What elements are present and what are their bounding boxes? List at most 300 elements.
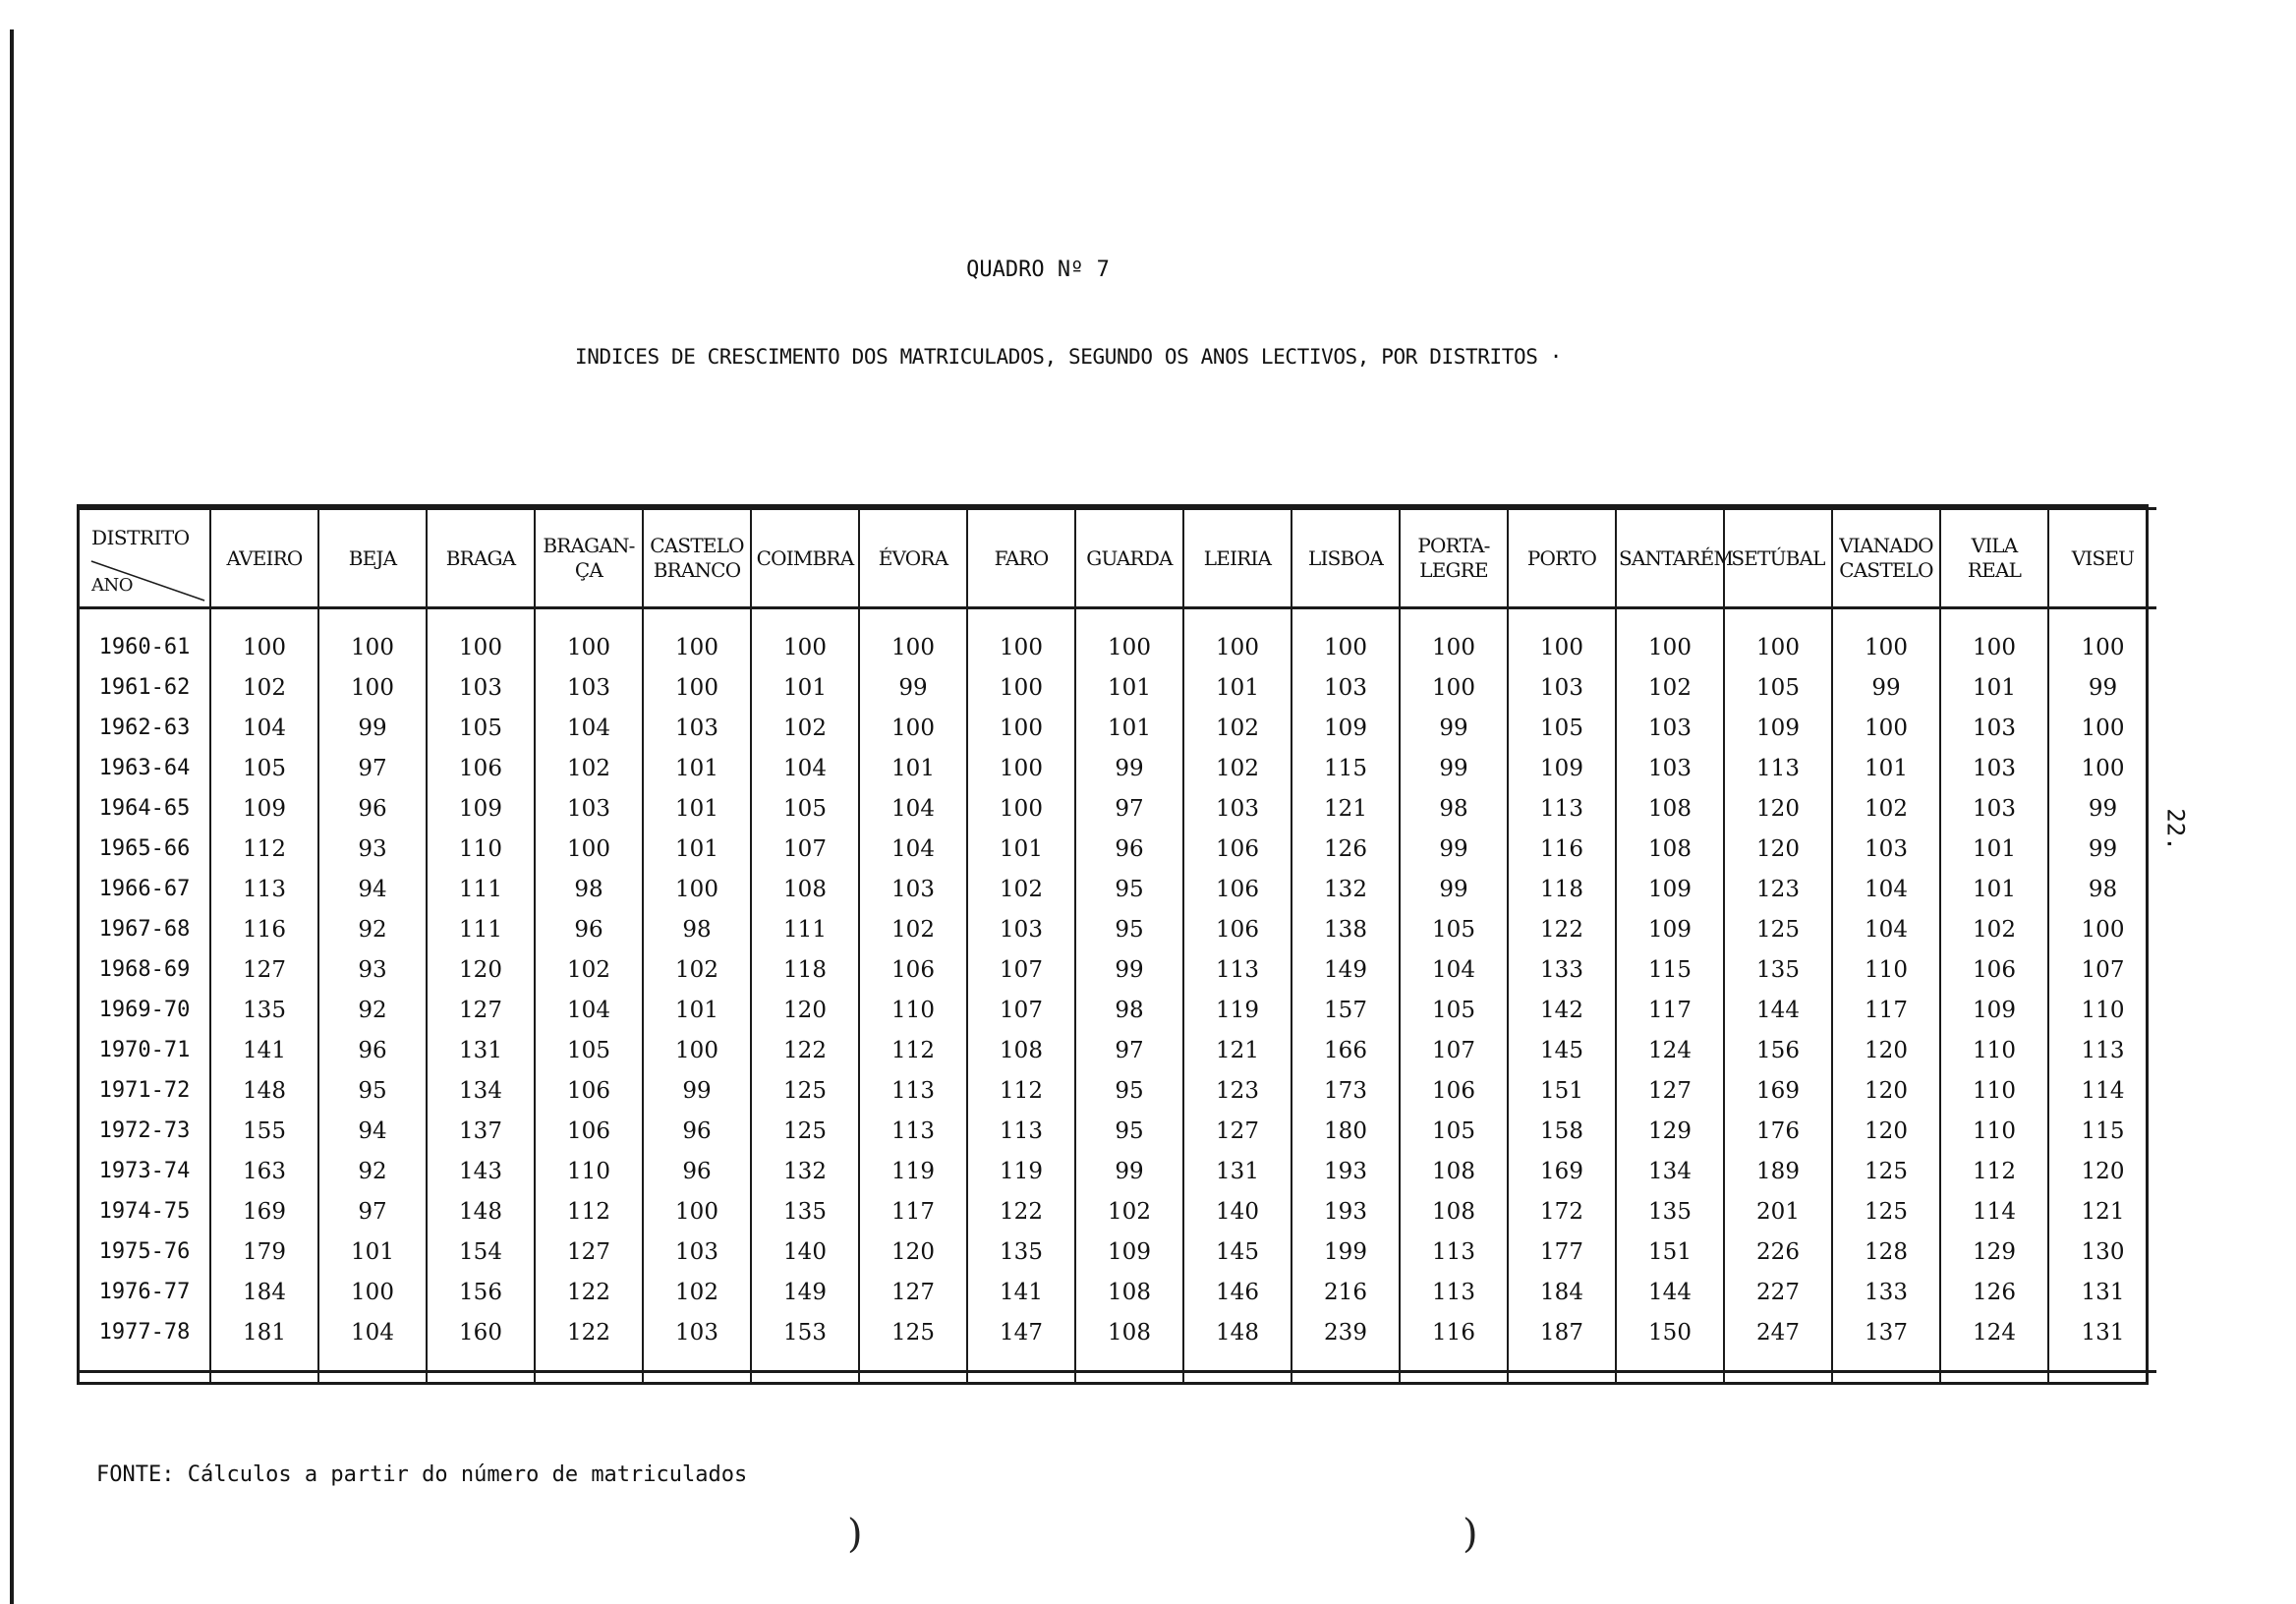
value-cell: 115 xyxy=(1292,748,1400,788)
value-cell: 100 xyxy=(967,608,1075,668)
value-cell: 102 xyxy=(1075,1191,1183,1232)
value-cell: 135 xyxy=(1616,1191,1724,1232)
value-cell: 99 xyxy=(1832,667,1940,708)
value-cell: 125 xyxy=(1832,1151,1940,1191)
value-cell: 131 xyxy=(2048,1272,2156,1312)
value-cell: 147 xyxy=(967,1312,1075,1372)
value-cell: 104 xyxy=(1832,909,1940,949)
value-cell: 103 xyxy=(535,667,643,708)
year-cell: 1973-74 xyxy=(98,1159,191,1183)
value-cell: 226 xyxy=(1724,1232,1832,1272)
value-cell: 106 xyxy=(1183,829,1292,869)
value-cell: 181 xyxy=(210,1312,318,1372)
corner-year-label: ANO xyxy=(91,575,134,596)
value-cell: 100 xyxy=(535,829,643,869)
value-cell: 103 xyxy=(1616,708,1724,748)
value-cell: 96 xyxy=(318,1030,427,1070)
value-cell: 103 xyxy=(427,667,535,708)
value-cell: 92 xyxy=(318,990,427,1030)
table-row xyxy=(80,1151,2156,1191)
value-cell: 100 xyxy=(1832,708,1940,748)
value-cell: 121 xyxy=(1292,788,1400,829)
value-cell: 97 xyxy=(1075,788,1183,829)
value-cell: 100 xyxy=(1292,608,1400,668)
page-number: 22. xyxy=(2161,808,2190,851)
value-cell: 100 xyxy=(318,608,427,668)
value-cell: 156 xyxy=(427,1272,535,1312)
value-cell: 102 xyxy=(859,909,967,949)
value-cell: 100 xyxy=(210,608,318,668)
value-cell: 104 xyxy=(535,708,643,748)
table-row xyxy=(80,608,2156,668)
value-cell: 127 xyxy=(210,949,318,990)
value-cell: 96 xyxy=(535,909,643,949)
value-cell: 110 xyxy=(1940,1070,2048,1111)
value-cell: 106 xyxy=(859,949,967,990)
value-cell: 106 xyxy=(535,1070,643,1111)
value-cell: 113 xyxy=(1724,748,1832,788)
table-row xyxy=(80,869,2156,909)
table-row xyxy=(80,1272,2156,1312)
value-cell: 116 xyxy=(1400,1312,1508,1372)
column-header: VIANADO CASTELO xyxy=(1832,509,1940,608)
value-cell: 103 xyxy=(1940,708,2048,748)
value-cell: 115 xyxy=(1616,949,1724,990)
value-cell: 100 xyxy=(643,869,751,909)
value-cell: 129 xyxy=(1616,1111,1724,1151)
value-cell: 107 xyxy=(1400,1030,1508,1070)
column-header: PORTA- LEGRE xyxy=(1400,509,1508,608)
value-cell: 151 xyxy=(1508,1070,1616,1111)
column-header: BRAGA xyxy=(427,509,535,608)
value-cell: 108 xyxy=(1400,1191,1508,1232)
value-cell: 110 xyxy=(1940,1111,2048,1151)
value-cell: 145 xyxy=(1183,1232,1292,1272)
value-cell: 99 xyxy=(1400,829,1508,869)
value-cell: 106 xyxy=(427,748,535,788)
value-cell: 176 xyxy=(1724,1111,1832,1151)
value-cell: 117 xyxy=(1832,990,1940,1030)
value-cell: 95 xyxy=(1075,909,1183,949)
value-cell: 113 xyxy=(1508,788,1616,829)
value-cell: 98 xyxy=(1400,788,1508,829)
value-cell: 92 xyxy=(318,909,427,949)
value-cell: 145 xyxy=(1508,1030,1616,1070)
value-cell: 106 xyxy=(1183,909,1292,949)
value-cell: 120 xyxy=(427,949,535,990)
value-cell: 172 xyxy=(1508,1191,1616,1232)
value-cell: 100 xyxy=(967,708,1075,748)
year-cell: 1966-67 xyxy=(98,877,191,901)
value-cell: 99 xyxy=(2048,829,2156,869)
value-cell: 103 xyxy=(1508,667,1616,708)
value-cell: 117 xyxy=(859,1191,967,1232)
value-cell: 97 xyxy=(318,748,427,788)
value-cell: 102 xyxy=(535,949,643,990)
year-cell: 1974-75 xyxy=(98,1199,191,1224)
value-cell: 100 xyxy=(2048,748,2156,788)
value-cell: 101 xyxy=(643,788,751,829)
value-cell: 101 xyxy=(1940,829,2048,869)
value-cell: 114 xyxy=(2048,1070,2156,1111)
value-cell: 193 xyxy=(1292,1151,1400,1191)
column-header: CASTELO BRANCO xyxy=(643,509,751,608)
value-cell: 125 xyxy=(859,1312,967,1372)
value-cell: 96 xyxy=(643,1151,751,1191)
value-cell: 99 xyxy=(318,708,427,748)
value-cell: 101 xyxy=(318,1232,427,1272)
value-cell: 173 xyxy=(1292,1070,1400,1111)
value-cell: 99 xyxy=(2048,788,2156,829)
value-cell: 111 xyxy=(751,909,859,949)
column-header: BEJA xyxy=(318,509,427,608)
value-cell: 95 xyxy=(318,1070,427,1111)
value-cell: 122 xyxy=(751,1030,859,1070)
value-cell: 106 xyxy=(535,1111,643,1151)
value-cell: 107 xyxy=(967,949,1075,990)
value-cell: 109 xyxy=(1508,748,1616,788)
value-cell: 108 xyxy=(1400,1151,1508,1191)
value-cell: 99 xyxy=(1400,708,1508,748)
value-cell: 110 xyxy=(1832,949,1940,990)
value-cell: 137 xyxy=(427,1111,535,1151)
value-cell: 156 xyxy=(1724,1030,1832,1070)
value-cell: 103 xyxy=(1616,748,1724,788)
value-cell: 113 xyxy=(859,1070,967,1111)
value-cell: 104 xyxy=(1400,949,1508,990)
value-cell: 216 xyxy=(1292,1272,1400,1312)
value-cell: 98 xyxy=(2048,869,2156,909)
value-cell: 107 xyxy=(2048,949,2156,990)
value-cell: 110 xyxy=(1940,1030,2048,1070)
value-cell: 149 xyxy=(1292,949,1400,990)
value-cell: 135 xyxy=(210,990,318,1030)
value-cell: 109 xyxy=(427,788,535,829)
value-cell: 92 xyxy=(318,1151,427,1191)
table-row xyxy=(80,1111,2156,1151)
value-cell: 100 xyxy=(643,1191,751,1232)
value-cell: 99 xyxy=(1400,869,1508,909)
value-cell: 93 xyxy=(318,949,427,990)
value-cell: 107 xyxy=(751,829,859,869)
value-cell: 122 xyxy=(535,1312,643,1372)
corner-district-label: DISTRITO xyxy=(91,526,190,549)
column-header: VILA REAL xyxy=(1940,509,2048,608)
value-cell: 104 xyxy=(859,829,967,869)
value-cell: 141 xyxy=(210,1030,318,1070)
value-cell: 131 xyxy=(2048,1312,2156,1372)
value-cell: 155 xyxy=(210,1111,318,1151)
value-cell: 102 xyxy=(1183,708,1292,748)
value-cell: 131 xyxy=(1183,1151,1292,1191)
column-header: AVEIRO xyxy=(210,509,318,608)
value-cell: 105 xyxy=(1400,990,1508,1030)
value-cell: 105 xyxy=(1400,909,1508,949)
value-cell: 113 xyxy=(1400,1232,1508,1272)
value-cell: 148 xyxy=(427,1191,535,1232)
value-cell: 184 xyxy=(210,1272,318,1312)
value-cell: 109 xyxy=(1075,1232,1183,1272)
value-cell: 101 xyxy=(643,829,751,869)
year-cell: 1961-62 xyxy=(98,675,191,700)
year-cell: 1969-70 xyxy=(98,998,191,1022)
value-cell: 133 xyxy=(1508,949,1616,990)
value-cell: 96 xyxy=(318,788,427,829)
value-cell: 108 xyxy=(967,1030,1075,1070)
value-cell: 125 xyxy=(751,1111,859,1151)
value-cell: 103 xyxy=(859,869,967,909)
value-cell: 102 xyxy=(643,949,751,990)
value-cell: 100 xyxy=(2048,909,2156,949)
source-note: FONTE: Cálculos a partir do número de matriculados xyxy=(96,1462,748,1487)
value-cell: 102 xyxy=(535,748,643,788)
value-cell: 124 xyxy=(1616,1030,1724,1070)
value-cell: 109 xyxy=(210,788,318,829)
value-cell: 93 xyxy=(318,829,427,869)
table-row xyxy=(80,829,2156,869)
column-header: VISEU xyxy=(2048,509,2156,608)
value-cell: 95 xyxy=(1075,869,1183,909)
value-cell: 96 xyxy=(1075,829,1183,869)
value-cell: 102 xyxy=(643,1272,751,1312)
value-cell: 100 xyxy=(1400,667,1508,708)
value-cell: 122 xyxy=(1508,909,1616,949)
value-cell: 113 xyxy=(1183,949,1292,990)
value-cell: 101 xyxy=(1183,667,1292,708)
value-cell: 105 xyxy=(751,788,859,829)
table-row xyxy=(80,1312,2156,1372)
value-cell: 115 xyxy=(2048,1111,2156,1151)
table-row xyxy=(80,1232,2156,1272)
table-row xyxy=(80,990,2156,1030)
value-cell: 148 xyxy=(1183,1312,1292,1372)
value-cell: 100 xyxy=(859,608,967,668)
value-cell: 108 xyxy=(751,869,859,909)
value-cell: 98 xyxy=(535,869,643,909)
value-cell: 146 xyxy=(1183,1272,1292,1312)
value-cell: 101 xyxy=(859,748,967,788)
value-cell: 101 xyxy=(643,748,751,788)
value-cell: 239 xyxy=(1292,1312,1400,1372)
value-cell: 94 xyxy=(318,1111,427,1151)
value-cell: 120 xyxy=(1724,788,1832,829)
value-cell: 131 xyxy=(427,1030,535,1070)
value-cell: 121 xyxy=(2048,1191,2156,1232)
value-cell: 121 xyxy=(1183,1030,1292,1070)
value-cell: 100 xyxy=(1832,608,1940,668)
value-cell: 102 xyxy=(1940,909,2048,949)
value-cell: 122 xyxy=(535,1272,643,1312)
value-cell: 94 xyxy=(318,869,427,909)
table-footer-rule xyxy=(80,1372,2156,1386)
table-title: QUADRO Nº 7 xyxy=(966,258,1110,282)
value-cell: 100 xyxy=(643,608,751,668)
table-row xyxy=(80,949,2156,990)
value-cell: 100 xyxy=(751,608,859,668)
value-cell: 106 xyxy=(1940,949,2048,990)
value-cell: 158 xyxy=(1508,1111,1616,1151)
value-cell: 116 xyxy=(210,909,318,949)
value-cell: 193 xyxy=(1292,1191,1400,1232)
value-cell: 100 xyxy=(318,1272,427,1312)
value-cell: 144 xyxy=(1616,1272,1724,1312)
value-cell: 110 xyxy=(859,990,967,1030)
value-cell: 99 xyxy=(1075,748,1183,788)
value-cell: 123 xyxy=(1183,1070,1292,1111)
value-cell: 100 xyxy=(1400,608,1508,668)
table-row xyxy=(80,748,2156,788)
value-cell: 109 xyxy=(1616,869,1724,909)
margin-mark-left: ) xyxy=(847,1512,863,1557)
value-cell: 103 xyxy=(535,788,643,829)
value-cell: 103 xyxy=(643,708,751,748)
value-cell: 100 xyxy=(427,608,535,668)
value-cell: 144 xyxy=(1724,990,1832,1030)
value-cell: 100 xyxy=(967,788,1075,829)
value-cell: 132 xyxy=(751,1151,859,1191)
value-cell: 111 xyxy=(427,869,535,909)
value-cell: 151 xyxy=(1616,1232,1724,1272)
value-cell: 109 xyxy=(1940,990,2048,1030)
value-cell: 117 xyxy=(1616,990,1724,1030)
value-cell: 140 xyxy=(751,1232,859,1272)
value-cell: 99 xyxy=(1075,1151,1183,1191)
value-cell: 104 xyxy=(1832,869,1940,909)
value-cell: 127 xyxy=(1616,1070,1724,1111)
value-cell: 189 xyxy=(1724,1151,1832,1191)
value-cell: 108 xyxy=(1616,788,1724,829)
column-header: GUARDA xyxy=(1075,509,1183,608)
value-cell: 111 xyxy=(427,909,535,949)
value-cell: 102 xyxy=(1832,788,1940,829)
value-cell: 102 xyxy=(1616,667,1724,708)
value-cell: 110 xyxy=(2048,990,2156,1030)
value-cell: 134 xyxy=(1616,1151,1724,1191)
year-cell: 1970-71 xyxy=(98,1038,191,1062)
value-cell: 110 xyxy=(535,1151,643,1191)
column-header: ÉVORA xyxy=(859,509,967,608)
value-cell: 120 xyxy=(1832,1070,1940,1111)
value-cell: 102 xyxy=(1183,748,1292,788)
value-cell: 102 xyxy=(210,667,318,708)
year-cell: 1965-66 xyxy=(98,836,191,861)
value-cell: 100 xyxy=(1508,608,1616,668)
year-cell: 1977-78 xyxy=(98,1320,191,1345)
value-cell: 101 xyxy=(967,829,1075,869)
value-cell: 113 xyxy=(210,869,318,909)
value-cell: 103 xyxy=(1183,788,1292,829)
value-cell: 101 xyxy=(1940,667,2048,708)
value-cell: 169 xyxy=(1724,1070,1832,1111)
table-row xyxy=(80,1191,2156,1232)
value-cell: 107 xyxy=(967,990,1075,1030)
value-cell: 129 xyxy=(1940,1232,2048,1272)
value-cell: 99 xyxy=(2048,667,2156,708)
value-cell: 100 xyxy=(535,608,643,668)
value-cell: 149 xyxy=(751,1272,859,1312)
value-cell: 100 xyxy=(643,667,751,708)
value-cell: 227 xyxy=(1724,1272,1832,1312)
value-cell: 100 xyxy=(967,667,1075,708)
value-cell: 100 xyxy=(318,667,427,708)
value-cell: 102 xyxy=(967,869,1075,909)
value-cell: 143 xyxy=(427,1151,535,1191)
value-cell: 99 xyxy=(643,1070,751,1111)
value-cell: 103 xyxy=(643,1232,751,1272)
value-cell: 100 xyxy=(1724,608,1832,668)
corner-header xyxy=(80,509,210,608)
value-cell: 154 xyxy=(427,1232,535,1272)
value-cell: 112 xyxy=(967,1070,1075,1111)
value-cell: 124 xyxy=(1940,1312,2048,1372)
value-cell: 109 xyxy=(1724,708,1832,748)
value-cell: 100 xyxy=(1075,608,1183,668)
value-cell: 247 xyxy=(1724,1312,1832,1372)
year-cell: 1967-68 xyxy=(98,917,191,942)
value-cell: 179 xyxy=(210,1232,318,1272)
value-cell: 112 xyxy=(859,1030,967,1070)
value-cell: 95 xyxy=(1075,1070,1183,1111)
column-header: LEIRIA xyxy=(1183,509,1292,608)
year-cell: 1960-61 xyxy=(98,635,191,659)
table-row xyxy=(80,708,2156,748)
value-cell: 98 xyxy=(643,909,751,949)
table-body xyxy=(80,608,2156,1372)
value-cell: 128 xyxy=(1832,1232,1940,1272)
value-cell: 112 xyxy=(210,829,318,869)
header-row xyxy=(80,509,2156,608)
value-cell: 126 xyxy=(1292,829,1400,869)
column-header: BRAGAN- ÇA xyxy=(535,509,643,608)
value-cell: 99 xyxy=(1400,748,1508,788)
value-cell: 104 xyxy=(859,788,967,829)
value-cell: 120 xyxy=(1724,829,1832,869)
value-cell: 104 xyxy=(318,1312,427,1372)
value-cell: 113 xyxy=(2048,1030,2156,1070)
column-header: SANTARÉM xyxy=(1616,509,1724,608)
value-cell: 169 xyxy=(1508,1151,1616,1191)
value-cell: 125 xyxy=(1724,909,1832,949)
margin-mark-right: ) xyxy=(1463,1512,1478,1557)
value-cell: 108 xyxy=(1616,829,1724,869)
value-cell: 99 xyxy=(1075,949,1183,990)
value-cell: 120 xyxy=(2048,1151,2156,1191)
value-cell: 99 xyxy=(859,667,967,708)
table-row xyxy=(80,1070,2156,1111)
value-cell: 125 xyxy=(1832,1191,1940,1232)
value-cell: 108 xyxy=(1075,1312,1183,1372)
value-cell: 184 xyxy=(1508,1272,1616,1312)
value-cell: 180 xyxy=(1292,1111,1400,1151)
value-cell: 125 xyxy=(751,1070,859,1111)
value-cell: 127 xyxy=(427,990,535,1030)
value-cell: 104 xyxy=(751,748,859,788)
value-cell: 153 xyxy=(751,1312,859,1372)
value-cell: 116 xyxy=(1508,829,1616,869)
value-cell: 103 xyxy=(1940,788,2048,829)
value-cell: 100 xyxy=(1183,608,1292,668)
table-subtitle: INDICES DE CRESCIMENTO DOS MATRICULADOS, SEGUNDO OS ANOS LECTIVOS, POR DISTRITOS · xyxy=(575,345,1562,369)
value-cell: 105 xyxy=(1508,708,1616,748)
value-cell: 105 xyxy=(1400,1111,1508,1151)
value-cell: 113 xyxy=(1400,1272,1508,1312)
value-cell: 142 xyxy=(1508,990,1616,1030)
growth-index-table xyxy=(77,504,2149,1385)
value-cell: 187 xyxy=(1508,1312,1616,1372)
value-cell: 108 xyxy=(1075,1272,1183,1312)
table-row xyxy=(80,1030,2156,1070)
value-cell: 122 xyxy=(967,1191,1075,1232)
